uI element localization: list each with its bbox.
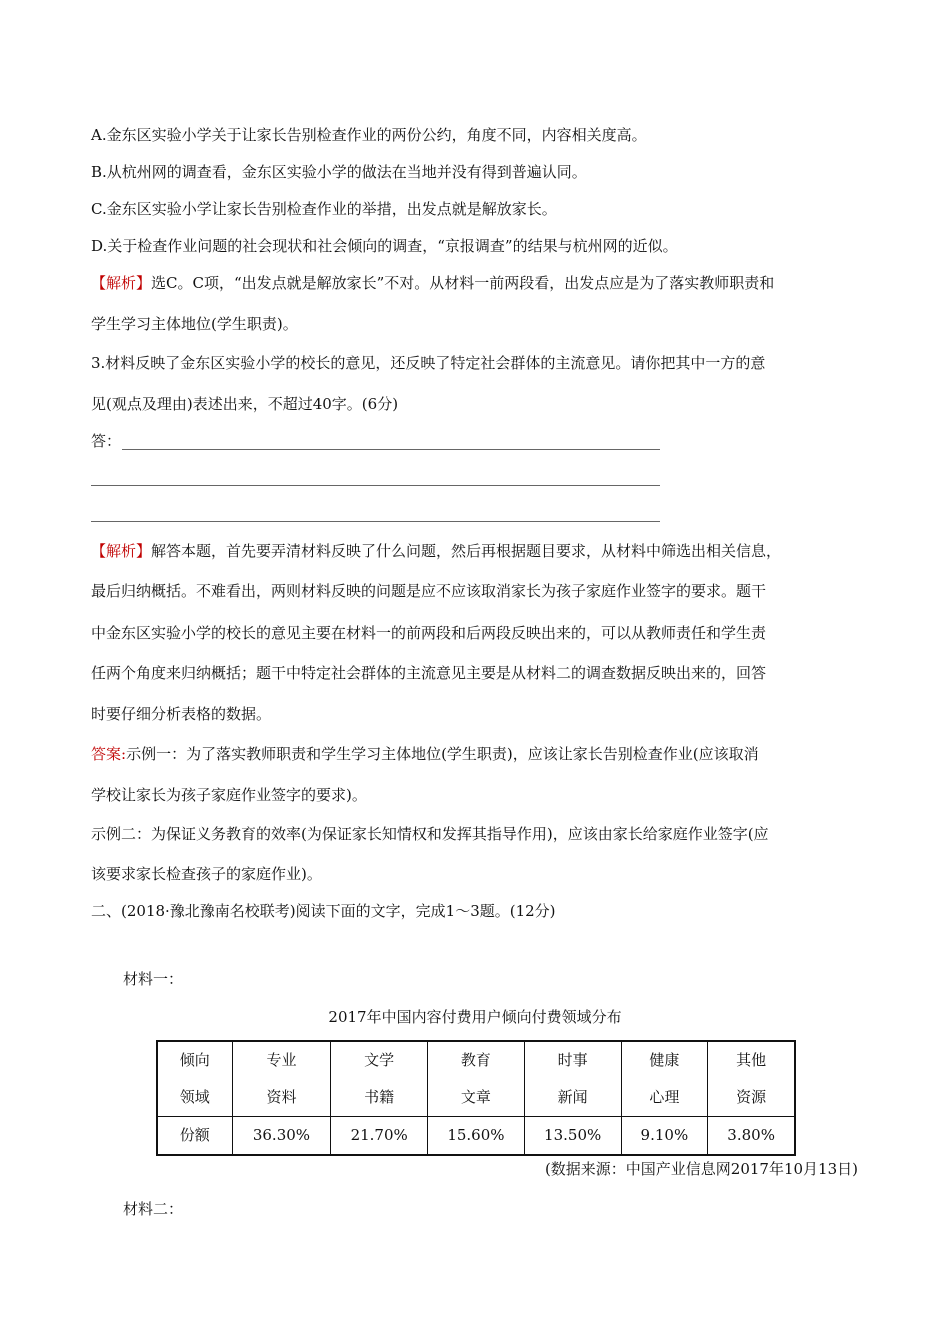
- header-cell: 教育 文章: [428, 1041, 525, 1117]
- header-cell: 文学 书籍: [331, 1041, 428, 1117]
- row-label-cell: 份额: [157, 1117, 232, 1156]
- answer-blank-line-2[interactable]: [91, 485, 660, 486]
- value-cell: 13.50%: [524, 1117, 621, 1156]
- header-cell: 健康 心理: [621, 1041, 708, 1117]
- material-1-label: 材料一：: [123, 970, 184, 988]
- answer-line-1: 答案:示例一：为了落实教师职责和学生学习主体地位(学生职责)，应该让家长告别检查作业(应该取消: [91, 745, 759, 763]
- header-cell: 倾向 领域: [157, 1041, 232, 1117]
- value-cell: 9.10%: [621, 1117, 708, 1156]
- value-cell: 15.60%: [428, 1117, 525, 1156]
- table-row: [157, 1117, 795, 1156]
- analysis-tag: 【解析】: [91, 542, 152, 560]
- value-cell: 36.30%: [232, 1117, 331, 1156]
- option-a: A.金东区实验小学关于让家长告别检查作业的两份公约，角度不同，内容相关度高。: [91, 126, 647, 144]
- question-3-line-1: 3.材料反映了金东区实验小学的校长的意见，还反映了特定社会群体的主流意见。请你把其中一方的意: [91, 354, 766, 372]
- option-c: C.金东区实验小学让家长告别检查作业的举措，出发点就是解放家长。: [91, 200, 557, 218]
- header-cell: 时事 新闻: [524, 1041, 621, 1117]
- answer-blank-line-3[interactable]: [91, 521, 660, 522]
- section-2-heading: 二、(2018·豫北豫南名校联考)阅读下面的文字，完成1～3题。(12分): [91, 902, 556, 920]
- question-3-line-2: 见(观点及理由)表述出来，不超过40字。(6分): [91, 395, 399, 413]
- distribution-table: [156, 1040, 796, 1156]
- option-d: D.关于检查作业问题的社会现状和社会倾向的调查，“京报调查”的结果与杭州网的近似。: [91, 237, 678, 255]
- analysis-2-line-2: 最后归纳概括。不难看出，两则材料反映的问题是应不应该取消家长为孩子家庭作业签字的要求。题干: [91, 582, 767, 600]
- value-cell: 21.70%: [331, 1117, 428, 1156]
- analysis-2-line-1: 【解析】解答本题，首先要弄清材料反映了什么问题，然后再根据题目要求，从材料中筛选出相关信息，: [91, 542, 782, 560]
- table-header-row: [157, 1041, 795, 1117]
- option-b: B.从杭州网的调查看，金东区实验小学的做法在当地并没有得到普遍认同。: [91, 163, 587, 181]
- header-cell: 专业 资料: [232, 1041, 331, 1117]
- header-cell: 其他 资源: [708, 1041, 795, 1117]
- answer-line-2: 学校让家长为孩子家庭作业签字的要求)。: [91, 786, 367, 804]
- material-2-label: 材料二：: [123, 1200, 184, 1218]
- answer-line-4: 该要求家长检查孩子的家庭作业)。: [91, 865, 322, 883]
- answer-tag: 答案:: [91, 745, 127, 763]
- table-title: 2017年中国内容付费用户倾向付费领域分布: [328, 1008, 622, 1026]
- analysis-2-line-4: 任两个角度来归纳概括；题干中特定社会群体的主流意见主要是从材料二的调查数据反映出来的，回答: [91, 664, 767, 682]
- value-cell: 3.80%: [708, 1117, 795, 1156]
- analysis-1-line-1: 【解析】选C。C项，“出发点就是解放家长”不对。从材料一前两段看，出发点应是为了落实教师职责和: [91, 274, 775, 292]
- analysis-2-line-3: 中金东区实验小学的校长的意见主要在材料一的前两段和后两段反映出来的，可以从教师责任和学生责: [91, 624, 767, 642]
- analysis-tag: 【解析】: [91, 274, 152, 292]
- analysis-2-line-5: 时要仔细分析表格的数据。: [91, 705, 272, 723]
- answer-label: 答：: [91, 432, 122, 450]
- analysis-1-line-2: 学生学习主体地位(学生职责)。: [91, 315, 298, 333]
- table-source: (数据来源：中国产业信息网2017年10月13日): [544, 1160, 858, 1178]
- answer-blank-line-1[interactable]: [122, 449, 660, 450]
- answer-line-3: 示例二：为保证义务教育的效率(为保证家长知情权和发挥其指导作用)，应该由家长给家庭作业签字(应: [91, 825, 769, 843]
